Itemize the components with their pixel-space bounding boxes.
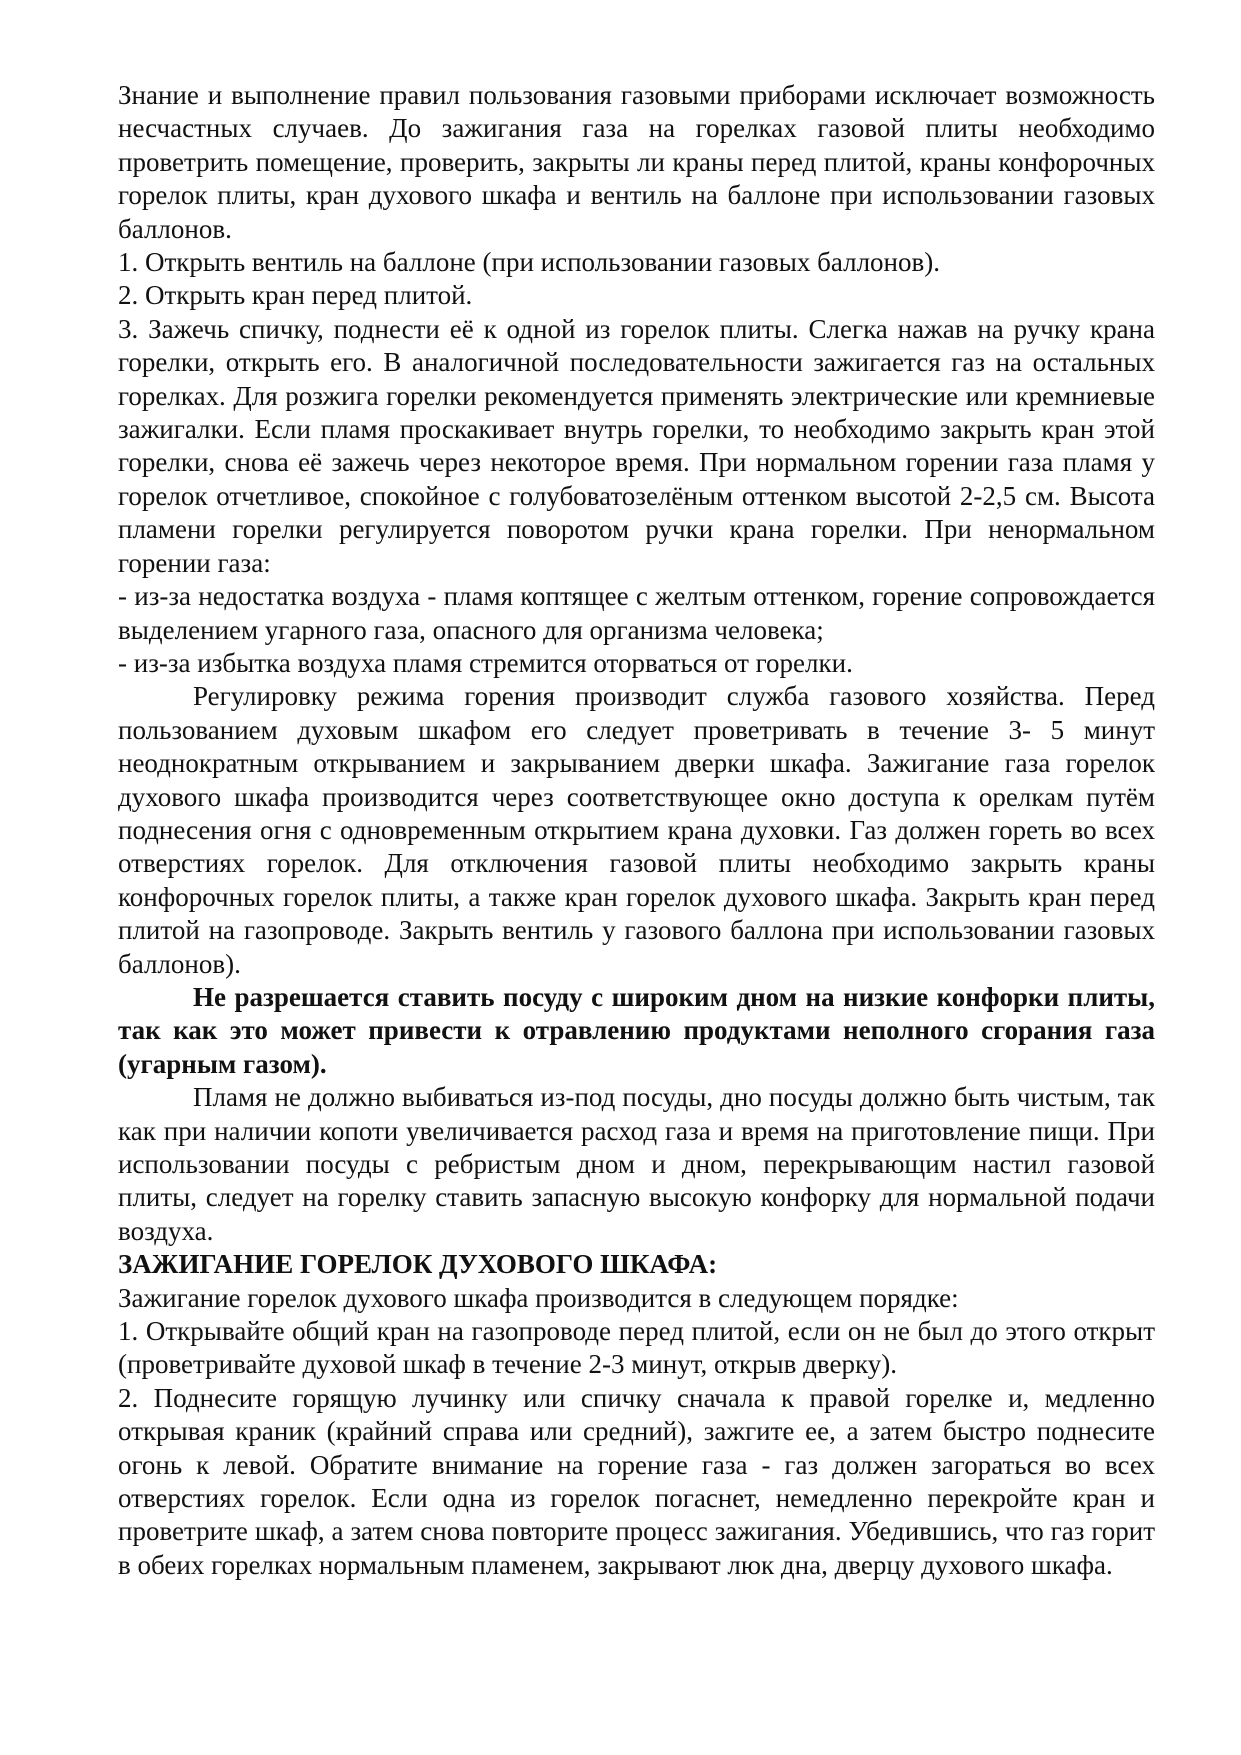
oven-step-2-paragraph: 2. Поднесите горящую лучинку или спичку сначала к правой горелке и, медленно открывая краник (крайний справа или средний), зажгите ее, а затем быстро поднесите огонь к левой. Обратите внимание на горение газа - газ должен загораться во всех отверстиях горелок. Если одна из горелок погаснет, немедленно перекройте кран и проветрите шкаф, а затем снова повторите процесс зажигания. Убедившись, что газ горит в обеих горелках нормальным пламенем, закрывают люк дна, дверцу духового шкафа. xyxy=(118,1382,1155,1580)
oven-intro-paragraph: Зажигание горелок духового шкафа производится в следующем порядке: xyxy=(118,1282,959,1313)
intro-paragraph: Знание и выполнение правил пользования газовыми приборами исключает возможность несчастных случаев. До зажигания газа на горелках газовой плиты необходимо проветрить помещение, проверить, закрыты ли краны перед плитой, краны конфорочных горелок плиты, кран духового шкафа и вентиль на баллоне при использовании газовых баллонов. xyxy=(118,80,1155,244)
step-1-paragraph: 1. Открыть вентиль на баллоне (при использовании газовых баллонов). xyxy=(118,247,940,278)
warning-paragraph: Не разрешается ставить посуду с широким дном на низкие конфорки плиты, так как это может привести к отравлению продуктами неполного сгорания газа (угарным газом). xyxy=(118,981,1155,1079)
flame-paragraph: Пламя не должно выбиваться из-под посуды, дно посуды должно быть чистым, так как при наличии копоти увеличивается расход газа и время на приготовление пищи. При использовании посуды с ребристым дном и дном, перекрывающим настил газовой плиты, следует на горелку ставить запасную высокую конфорку для нормальной подачи воздуха. xyxy=(118,1082,1155,1246)
document-page xyxy=(118,79,1155,1582)
air-excess-paragraph: - из-за избытка воздуха пламя стремится оторваться от горелки. xyxy=(118,647,853,678)
regulation-paragraph: Регулировку режима горения производит служба газового хозяйства. Перед пользованием духовым шкафом его следует проветривать в течение 3- 5 минут неоднократным открыванием и закрыванием дверки шкафа. Зажигание газа горелок духового шкафа производится через соответствующее окно доступа к орелкам путём поднесения огня с одновременным открытием крана духовки. Газ должен гореть во всех отверстиях горелок. Для отключения газовой плиты необходимо закрыть краны конфорочных горелок плиты, а также кран горелок духового шкафа. Закрыть кран перед плитой на газопроводе. Закрыть вентиль у газового баллона при использовании газовых баллонов). xyxy=(118,681,1155,979)
oven-step-1-paragraph: 1. Открывайте общий кран на газопроводе перед плитой, если он не был до этого открыт (проветривайте духовой шкаф в течение 2-3 минут, открыв дверку). xyxy=(118,1316,1155,1380)
step-2-paragraph: 2. Открыть кран перед плитой. xyxy=(118,280,473,311)
step-3-paragraph: 3. Зажечь спичку, поднести её к одной из горелок плиты. Слегка нажав на ручку крана горелки, открыть его. В аналогичной последовательности зажигается газ на остальных горелках. Для розжига горелки рекомендуется применять электрические или кремниевые зажигалки. Если пламя проскакивает внутрь горелки, то необходимо закрыть кран этой горелки, снова её зажечь через некоторое время. При нормальном горении газа пламя у горелок отчетливое, спокойное с голубоватозелёным оттенком высотой 2-2,5 см. Высота пламени горелки регулируется поворотом ручки крана горелки. При ненормальном горении газа: xyxy=(118,313,1155,578)
section-heading: ЗАЖИГАНИЕ ГОРЕЛОК ДУХОВОГО ШКАФА: xyxy=(118,1249,718,1280)
air-shortage-paragraph: - из-за недостатка воздуха - пламя коптящее с желтым оттенком, горение сопровождается выделением угарного газа, опасного для организма человека; xyxy=(118,581,1155,645)
